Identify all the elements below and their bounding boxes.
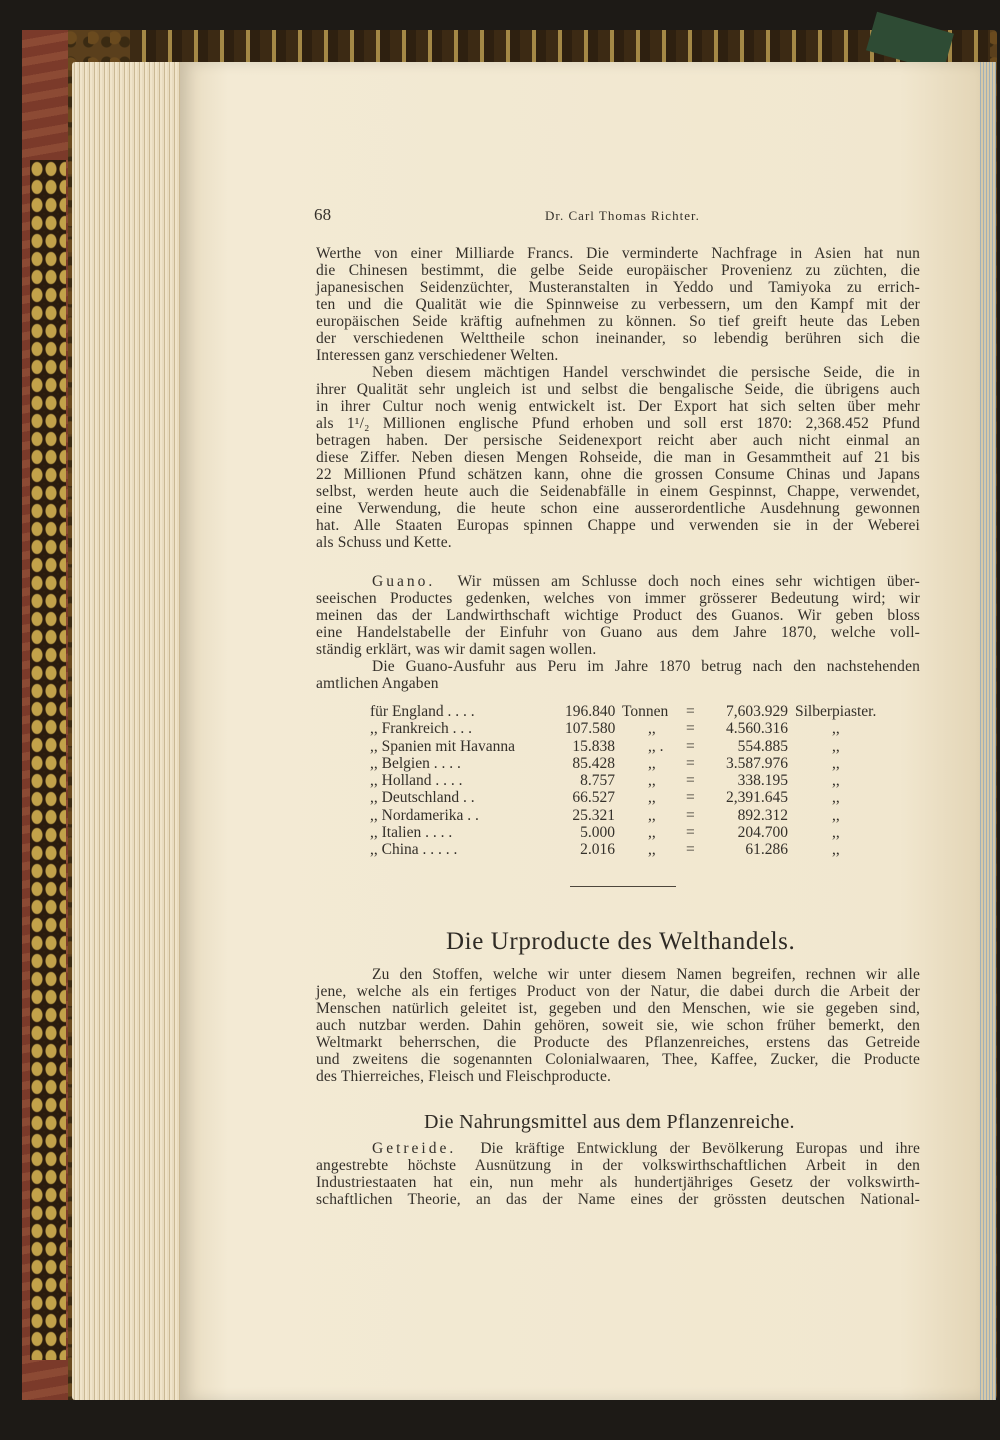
unit-cell: ,, bbox=[648, 841, 656, 859]
marbled-top-edge bbox=[130, 30, 990, 66]
value-cell: 338.195 bbox=[737, 772, 788, 790]
unit-cell: ,, bbox=[648, 789, 656, 807]
text-line: des Thierreiches, Fleisch und Fleischproducte. bbox=[316, 1068, 612, 1085]
table-row bbox=[370, 789, 910, 806]
text-line: Werthe von einer Milliarde Francs. Die verminderte Nachfrage in Asien hat nun bbox=[316, 245, 920, 262]
section-title: Die Urproducte des Welthandels. bbox=[446, 928, 796, 955]
table-row bbox=[370, 841, 910, 858]
text-line: eine Verwendung, die heute schon eine ausserordentliche Ausdehnung gewonnen bbox=[316, 500, 920, 517]
value-cell: 204.700 bbox=[737, 824, 788, 842]
country-cell: ,, Belgien . . . . bbox=[370, 754, 461, 772]
unit-cell: ,, bbox=[648, 754, 656, 772]
text-line: europäischen Seide kräftig aufnehmen zu können. So tief greift heute das Leben bbox=[316, 313, 920, 330]
country-cell: ,, Nordamerika . . bbox=[370, 806, 479, 824]
country-cell: ,, Spanien mit Havanna bbox=[370, 737, 516, 755]
text-line: Zu den Stoffen, welche wir unter diesem Namen begreifen, rechnen wir alle bbox=[372, 966, 920, 983]
page-edges-left bbox=[72, 62, 184, 1400]
equals-cell: = bbox=[686, 737, 695, 755]
getreide-run-in: Getreide. bbox=[372, 1140, 457, 1157]
country-cell: für England . . . . bbox=[370, 703, 475, 720]
text-line: als Schuss und Kette. bbox=[316, 534, 452, 551]
text-line: meinen das der Landwirthschaft wichtige Product des Guanos. Wir geben bloss bbox=[316, 607, 920, 624]
text-line: jene, welche als ein fertiges Product von der Natur, die dabei durch die Arbeit der bbox=[316, 983, 920, 1000]
tons-cell: 25.321 bbox=[572, 806, 615, 824]
text-line: die Chinesen bestimmt, die gelbe Seide europäischer Provenienz zu züchten, die bbox=[316, 262, 920, 279]
text-line: Die Guano-Ausfuhr aus Peru im Jahre 1870 betrug nach den nachstehenden bbox=[372, 658, 920, 675]
currency-cell: ,, bbox=[832, 824, 840, 842]
text-line: und zweitens die sogenannten Colonialwaaren, Thee, Kaffee, Zucker, die Producte bbox=[316, 1051, 920, 1068]
getreide-paragraph bbox=[316, 1140, 920, 1208]
section-divider bbox=[570, 886, 676, 887]
equals-cell: = bbox=[686, 772, 695, 790]
value-cell: 61.286 bbox=[745, 841, 788, 859]
unit-cell: Tonnen bbox=[622, 703, 669, 720]
table-row bbox=[370, 703, 910, 720]
tons-cell: 85.428 bbox=[572, 754, 615, 772]
text-line: eine Handelstabelle der Einfuhr von Guano aus dem Jahre 1870, welche voll- bbox=[316, 624, 920, 641]
currency-cell: ,, bbox=[832, 806, 840, 824]
subsection-title: Die Nahrungsmittel aus dem Pflanzenreiche. bbox=[424, 1111, 795, 1133]
text-line: Industriestaaten hat ein, nun mehr als hundertjähriges Gesetz der volkswirth- bbox=[316, 1174, 920, 1191]
equals-cell: = bbox=[686, 841, 695, 859]
tons-cell: 8.757 bbox=[580, 772, 615, 790]
text-line: Menschen natürlich geleitet ist, gegeben und den Menschen, wie sie gegeben sind, bbox=[316, 1000, 920, 1017]
text-line: seeischen Productes gedenken, welches von immer grösserer Bedeutung wird; wir bbox=[316, 590, 920, 607]
text-line: selbst, werden heute auch die Seidenabfälle in einem Gespinnst, Chappe, verwendet, bbox=[316, 483, 920, 500]
table-row bbox=[370, 720, 910, 737]
currency-cell: ,, bbox=[832, 772, 840, 790]
table-row bbox=[370, 755, 910, 772]
text-line: auch nutzbar werden. Dahin gehören, soweit sie, wie schon früher bemerkt, den bbox=[316, 1017, 920, 1034]
unit-cell: ,, . bbox=[648, 737, 664, 755]
equals-cell: = bbox=[686, 824, 695, 842]
text-line: Guano. Wir müssen am Schlusse doch noch eines sehr wichtigen über- bbox=[372, 573, 920, 590]
guano-export-table bbox=[370, 703, 910, 859]
currency-cell: ,, bbox=[832, 737, 840, 755]
value-cell: 892.312 bbox=[737, 806, 788, 824]
currency-cell: ,, bbox=[832, 754, 840, 772]
text-line: ständig erklärt, was wir damit sagen wollen. bbox=[316, 641, 597, 658]
value-cell: 3.587.976 bbox=[726, 754, 788, 772]
value-cell: 4.560.316 bbox=[726, 720, 788, 738]
guano-run-in: Guano. bbox=[372, 573, 436, 590]
country-cell: ,, Deutschland . . bbox=[370, 789, 475, 807]
text-line: Getreide. Die kräftige Entwicklung der Bevölkerung Europas und ihre bbox=[372, 1140, 920, 1157]
currency-cell: ,, bbox=[832, 841, 840, 859]
text-line: hat. Alle Staaten Europas spinnen Chappe und verwenden sie in der Weberei bbox=[316, 517, 920, 534]
table-row bbox=[370, 772, 910, 789]
marbled-endpaper bbox=[30, 160, 66, 1360]
text-line: japanesischen Seidenzüchter, Musteranstalten in Yeddo und Tamiyoka zu errich- bbox=[316, 279, 920, 296]
currency-cell: Silberpiaster. bbox=[795, 703, 877, 720]
page-number: 68 bbox=[314, 205, 332, 224]
currency-cell: ,, bbox=[832, 720, 840, 738]
text-line: 22 Millionen Pfund schätzen kann, ohne die grossen Consume Chinas und Japans bbox=[316, 466, 920, 483]
value-cell: 554.885 bbox=[737, 737, 788, 755]
text-line: als 1¹/₂ Millionen englische Pfund erhoben und soll erst 1870: 2,368.452 Pfund bbox=[316, 415, 920, 432]
unit-cell: ,, bbox=[648, 772, 656, 790]
unit-cell: ,, bbox=[648, 720, 656, 738]
country-cell: ,, Italien . . . . bbox=[370, 824, 453, 842]
text-line: schaftlichen Theorie, an das der Name eines der grössten deutschen National- bbox=[316, 1191, 920, 1208]
section-paragraph bbox=[316, 966, 920, 1085]
text-line: angestrebte höchste Ausnützung in der volkswirthschaftlichen Arbeit in den bbox=[316, 1157, 920, 1174]
table-row bbox=[370, 807, 910, 824]
body-paragraphs bbox=[316, 245, 920, 692]
country-cell: ,, Frankreich . . . bbox=[370, 720, 473, 738]
text-line: ihrer Qualität sehr ungleich ist und selbst die bengalische Seide, die übrigens auch bbox=[316, 381, 920, 398]
tons-cell: 5.000 bbox=[580, 824, 615, 842]
equals-cell: = bbox=[686, 754, 695, 772]
table-row bbox=[370, 824, 910, 841]
text-line: diese Ziffer. Neben diesen Mengen Rohseide, die man in Gesammtheit auf 21 bis bbox=[316, 449, 920, 466]
page-edges-right bbox=[978, 62, 996, 1400]
value-cell: 7,603.929 bbox=[726, 703, 788, 720]
equals-cell: = bbox=[686, 720, 695, 738]
text-line: Interessen ganz verschiedener Welten. bbox=[316, 347, 559, 364]
equals-cell: = bbox=[686, 703, 695, 720]
tons-cell: 66.527 bbox=[572, 789, 615, 807]
text-line: ten und die Qualität wie die Spinnweise zu verbessern, um den Kampf mit der bbox=[316, 296, 920, 313]
text-line: betragen haben. Der persische Seidenexport reicht aber auch nicht einmal an bbox=[316, 432, 920, 449]
currency-cell: ,, bbox=[832, 789, 840, 807]
equals-cell: = bbox=[686, 806, 695, 824]
running-header: Dr. Carl Thomas Richter. bbox=[545, 208, 700, 223]
tons-cell: 107.580 bbox=[565, 720, 616, 738]
tons-cell: 196.840 bbox=[565, 703, 616, 720]
text-line: Neben diesem mächtigen Handel verschwindet die persische Seide, die in bbox=[372, 364, 920, 381]
unit-cell: ,, bbox=[648, 806, 656, 824]
value-cell: 2,391.645 bbox=[726, 789, 788, 807]
text-line: in ihrer Cultur noch wenig entwickelt ist. Der Export hat sich selten über mehr bbox=[316, 398, 920, 415]
country-cell: ,, China . . . . . bbox=[370, 841, 458, 859]
tons-cell: 2.016 bbox=[580, 841, 615, 859]
unit-cell: ,, bbox=[648, 824, 656, 842]
table-row bbox=[370, 738, 910, 755]
text-line: der verschiedenen Welttheile schon ineinander, so lebendig berühren sich die bbox=[316, 330, 920, 347]
country-cell: ,, Holland . . . . bbox=[370, 772, 463, 790]
text-line: Weltmarkt beherrschen, die Producte des Pflanzenreiches, erstens das Getreide bbox=[316, 1034, 920, 1051]
text-line: amtlichen Angaben bbox=[316, 675, 439, 692]
tons-cell: 15.838 bbox=[572, 737, 615, 755]
equals-cell: = bbox=[686, 789, 695, 807]
